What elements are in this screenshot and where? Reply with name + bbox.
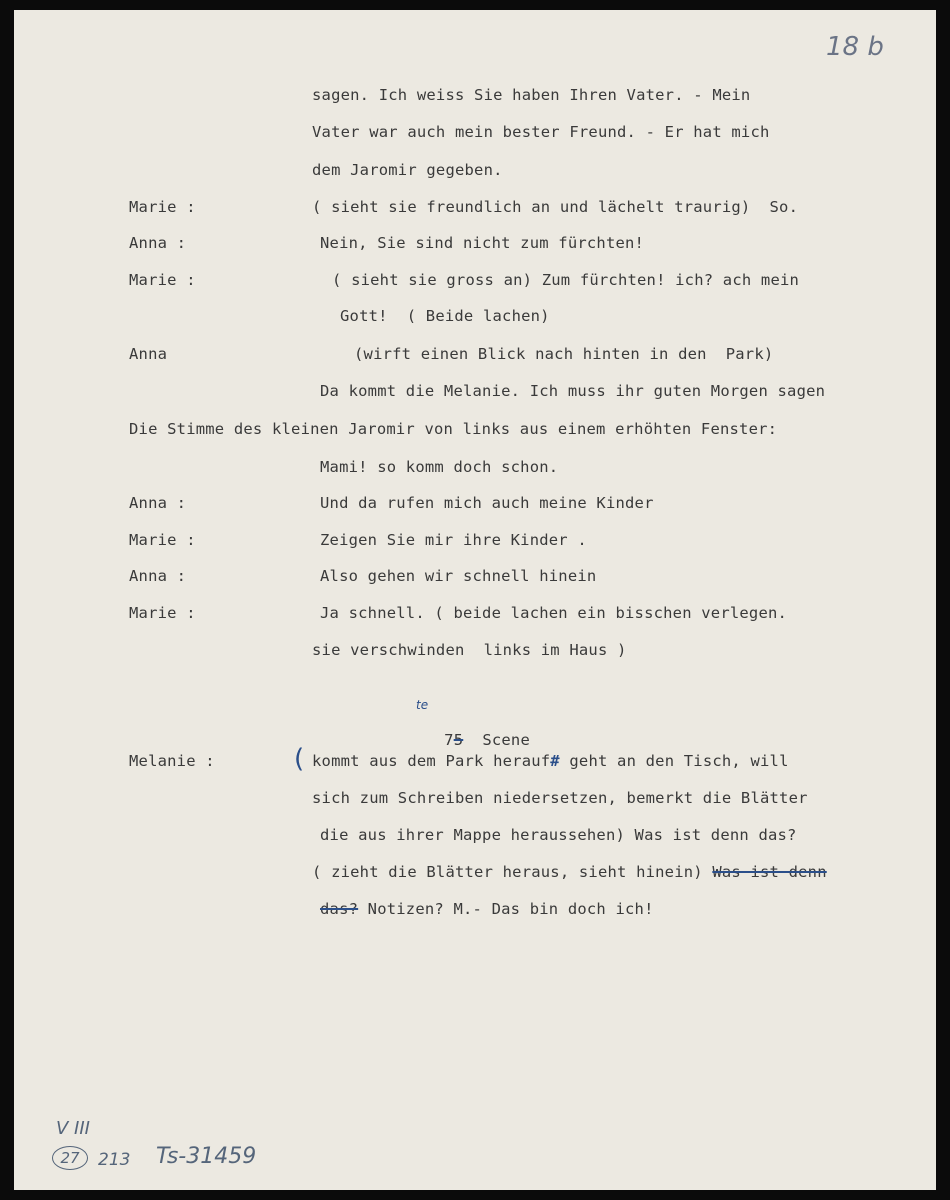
dialogue-line: Zeigen Sie mir ihre Kinder .: [320, 531, 587, 549]
speaker-name: Anna :: [129, 234, 187, 252]
struck-mark: #: [550, 752, 560, 770]
speaker-name: Anna: [129, 345, 168, 363]
dialogue-line: ( sieht sie gross an) Zum fürchten! ich? ach mein: [332, 271, 800, 289]
struck-text: das?: [320, 900, 359, 918]
speaker-name: Anna :: [129, 494, 187, 512]
dialogue-line: Ja schnell. ( beide lachen ein bisschen verlegen.: [320, 604, 788, 622]
dialogue-line: sie verschwinden links im Haus ): [312, 641, 627, 659]
document-page: [14, 10, 936, 1190]
scene-label: Scene: [482, 731, 530, 749]
stage-direction: kommt aus dem Park herauf# geht an den Tisch, will: [312, 752, 789, 770]
struck-text: Was ist denn: [712, 863, 827, 881]
dialogue-line: Gott! ( Beide lachen): [340, 307, 550, 325]
speaker-name: Marie :: [129, 198, 196, 216]
bracket-mark: (: [294, 744, 305, 774]
speaker-name: Melanie :: [129, 752, 215, 770]
archive-roman: V III: [56, 1118, 90, 1139]
stage-direction: (wirft einen Blick nach hinten in den Park): [354, 345, 774, 363]
speaker-name: Marie :: [129, 271, 196, 289]
dialogue-line: Also gehen wir schnell hinein: [320, 567, 597, 585]
scene-number: 7: [444, 731, 454, 749]
stage-direction: ( zieht die Blätter heraus, sieht hinein) Was ist denn: [312, 863, 827, 881]
dialogue-line: Nein, Sie sind nicht zum fürchten!: [320, 234, 645, 252]
dialogue-line: das? Notizen? M.- Das bin doch ich!: [320, 900, 654, 918]
dialogue-line: Da kommt die Melanie. Ich muss ihr guten Morgen sagen: [320, 382, 826, 400]
speaker-name: Marie :: [129, 531, 196, 549]
stage-direction: die aus ihrer Mappe heraussehen) Was ist denn das?: [320, 826, 797, 844]
stage-direction: Die Stimme des kleinen Jaromir von links aus einem erhöhten Fenster:: [129, 420, 778, 438]
dialogue-line: sagen. Ich weiss Sie haben Ihren Vater. - Mein: [312, 86, 751, 104]
stage-direction: sich zum Schreiben niedersetzen, bemerkt die Blätter: [312, 789, 808, 807]
speaker-name: Marie :: [129, 604, 196, 622]
scene-correction: te: [416, 698, 429, 712]
dialogue-line: ( sieht sie freundlich an und lächelt traurig) So.: [312, 198, 799, 216]
archive-folio: 213: [98, 1150, 131, 1170]
page-number: 18 b: [826, 32, 884, 62]
scene-number-struck: 5: [453, 731, 464, 749]
dialogue-line: Vater war auch mein bester Freund. - Er hat mich: [312, 123, 770, 141]
archive-signature: Ts-31459: [156, 1144, 257, 1169]
speaker-name: Anna :: [129, 567, 187, 585]
dialogue-line: Und da rufen mich auch meine Kinder: [320, 494, 654, 512]
dialogue-line: dem Jaromir gegeben.: [312, 161, 503, 179]
dialogue-line: Mami! so komm doch schon.: [320, 458, 559, 476]
archive-circled-number: 27: [52, 1146, 88, 1170]
